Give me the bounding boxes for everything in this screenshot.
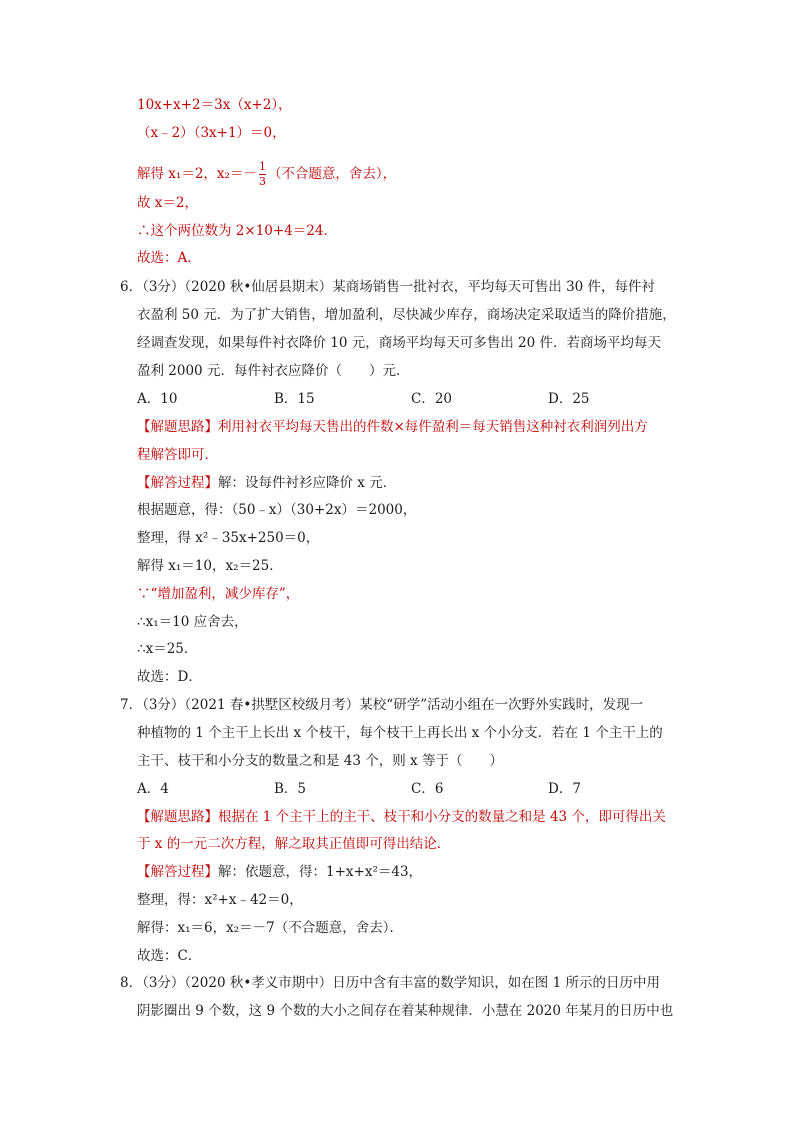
text-line: 根据题意，得：（50﹣x）（30+2x）＝2000， (137, 502, 417, 518)
text-line: 阴影圈出 9 个数，这 9 个数的大小之间存在着某种规律．小慧在 2020 年某月的日历中也 (137, 1003, 674, 1019)
text-line: ∴x＝25． (137, 641, 198, 657)
answer-option: C．20 (411, 391, 453, 407)
answer-option: B．15 (274, 391, 315, 407)
text-line: 7．（3分）（2021 春•拱墅区校级月考）某校“研学”活动小组在一次野外实践时，发现一 (120, 697, 644, 713)
text-line: 整理，得：x²+x﹣42＝0， (137, 892, 303, 908)
text-line: 【解题思路】利用衬衣平均每天售出的件数×每件盈利＝每天销售这种衬衣利润列出方 (137, 419, 648, 435)
text-line: 故 x＝2， (137, 195, 198, 211)
text-line: 主干、枝干和小分支的数量之和是 43 个，则 x 等于（ ） (137, 753, 503, 769)
text-line (137, 389, 685, 409)
answer-option: B．5 (274, 781, 307, 797)
text-line: 程解答即可． (137, 447, 218, 463)
text-line: 于 x 的一元二次方程，解之取其正值即可得出结论． (137, 836, 451, 852)
text-line: 【解答过程】解：设每件衬衫应降价 x 元． (137, 475, 397, 491)
text-line: ∴这个两位数为 2×10+4＝24． (137, 223, 337, 239)
answer-option: A．4 (137, 781, 169, 797)
text-line (137, 779, 685, 799)
text-line: 【解题思路】根据在 1 个主干上的主干、枝干和小分支的数量之和是 43 个，即可得出关 (137, 809, 666, 825)
text-line: ∴x₁＝10 应舍去， (137, 614, 248, 630)
text-line: 种植物的 1 个主干上长出 x 个枝干，每个枝干上再长出 x 个小分支．若在 1 个主干上的 (137, 725, 663, 741)
answer-option: D．7 (548, 781, 581, 797)
text-line: 8．（3分）（2020 秋•孝义市期中）日历中含有丰富的数学知识，如在图 1 所示的日历中用 (120, 975, 660, 991)
text-line: 10x+x+2＝3x（x+2）， (137, 97, 292, 113)
text-line: 故选：A． (137, 250, 201, 266)
answer-option: A．10 (137, 391, 178, 407)
solution-label: 【解答过程】 (137, 475, 218, 491)
solution-label: 【解答过程】 (137, 864, 218, 880)
text-line: （x﹣2）（3x+1）＝0， (137, 125, 286, 141)
answer-option: D．25 (548, 391, 590, 407)
text-line: 故选：D． (137, 669, 202, 685)
text-line: 解得：x₁＝6，x₂＝－7（不合题意，舍去）． (137, 920, 403, 936)
text-line: 盈利 2000 元．每件衬衣应降价（ ）元． (137, 363, 410, 379)
answer-option: C．6 (411, 781, 444, 797)
fraction: $\frac{1}{3}$ (258, 160, 266, 188)
text-line: 衣盈利 50 元．为了扩大销售，增加盈利，尽快减少库存，商场决定采取适当的降价措施， (137, 307, 676, 323)
text-line: 【解答过程】解：依题意，得：1+x+x²＝43， (137, 864, 423, 880)
text-line: 整理，得 x²﹣35x+250＝0， (137, 530, 320, 546)
text-line: 经调查发现，如果每件衬衣降价 10 元，商场平均每天可多售出 20 件．若商场平均每天 (137, 335, 662, 351)
text-line: ∵“增加盈利，减少库存”， (137, 586, 300, 602)
text-line: 解得 x₁＝2，x₂＝－ $\frac{1}{3}$ （不合题意，舍去）， (137, 160, 397, 188)
text-line: 解得 x₁＝10，x₂＝25． (137, 558, 283, 574)
text-line: 6．（3分）（2020 秋•仙居县期末）某商场销售一批衬衣，平均每天可售出 30 件，每件衬 (120, 279, 656, 295)
text-line: 故选：C． (137, 948, 202, 964)
